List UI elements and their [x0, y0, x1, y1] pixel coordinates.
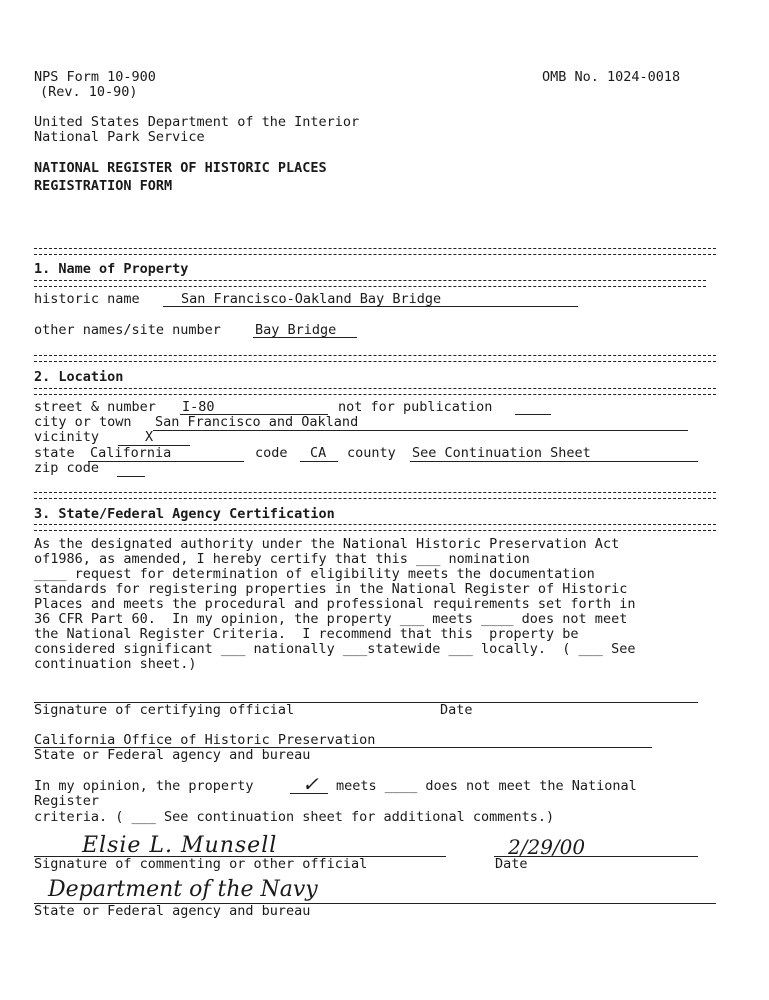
- section3-heading: 3. State/Federal Agency Certification: [34, 506, 335, 522]
- certifying-signature-label: Signature of certifying official: [34, 702, 295, 718]
- commenting-signature: Elsie L. Munsell: [82, 833, 278, 858]
- street-label: street & number: [34, 399, 156, 415]
- form-number: NPS Form 10-900: [34, 69, 156, 85]
- checkmark-icon: ✓: [302, 772, 319, 796]
- certification-text: ____ request for determination of eligibility meets the documentation: [34, 566, 595, 582]
- certification-text: 36 CFR Part 60. In my opinion, the property ___ meets ____ does not meet: [34, 611, 628, 627]
- historic-name-value[interactable]: San Francisco-Oakland Bay Bridge: [181, 291, 442, 307]
- section-divider: [34, 388, 716, 395]
- county-label: county: [347, 445, 396, 461]
- form-revision: (Rev. 10-90): [40, 84, 138, 100]
- certification-text: the National Register Criteria. I recommend that this property be: [34, 626, 579, 642]
- state-line: [88, 461, 244, 462]
- commenting-agency-label: State or Federal agency and bureau: [34, 903, 311, 919]
- certifying-date-label: Date: [440, 702, 473, 718]
- certification-text: standards for registering properties in the National Register of Historic: [34, 581, 628, 597]
- city-line: [153, 430, 688, 431]
- opinion-text: In my opinion, the property: [34, 778, 254, 794]
- code-label: code: [255, 445, 288, 461]
- state-value[interactable]: California: [90, 445, 172, 461]
- certification-text: continuation sheet.): [34, 656, 197, 672]
- certification-text: of1986, as amended, I hereby certify that this ___ nomination: [34, 551, 530, 567]
- section-divider: [34, 355, 716, 362]
- county-line: [410, 461, 698, 462]
- certification-text: considered significant ___ nationally ___statewide ___ locally. ( ___ See: [34, 641, 636, 657]
- certification-text: Places and meets the procedural and professional requirements set forth in: [34, 596, 636, 612]
- zip-label: zip code: [34, 460, 100, 476]
- vicinity-value[interactable]: X: [145, 429, 154, 445]
- section-divider: [34, 492, 716, 499]
- form-title-line2: REGISTRATION FORM: [34, 178, 173, 194]
- commenting-date-value: 2/29/00: [508, 835, 586, 859]
- section-divider: [34, 248, 716, 255]
- form-title-line1: NATIONAL REGISTER OF HISTORIC PLACES: [34, 160, 327, 176]
- street-value[interactable]: I-80: [182, 399, 215, 415]
- omb-number: OMB No. 1024-0018: [542, 69, 681, 85]
- historic-name-label: historic name: [34, 291, 140, 307]
- certification-text: As the designated authority under the National Historic Preservation Act: [34, 536, 620, 552]
- commenting-agency-value: Department of the Navy: [48, 877, 318, 902]
- other-names-label: other names/site number: [34, 322, 221, 338]
- state-label: state: [34, 445, 75, 461]
- opinion-text: Register: [34, 793, 100, 809]
- department-name: United States Department of the Interior: [34, 114, 360, 130]
- section2-heading: 2. Location: [34, 369, 124, 385]
- city-value[interactable]: San Francisco and Oakland: [155, 414, 359, 430]
- opinion-text: meets ____ does not meet the National: [336, 778, 637, 794]
- section-divider: [34, 280, 706, 287]
- not-for-publication-line[interactable]: [515, 414, 551, 415]
- code-line: [300, 461, 338, 462]
- other-names-value[interactable]: Bay Bridge: [255, 322, 337, 338]
- section-divider: [34, 524, 716, 531]
- section1-heading: 1. Name of Property: [34, 261, 189, 277]
- opinion-text: criteria. ( ___ See continuation sheet for additional comments.): [34, 809, 555, 825]
- zip-line[interactable]: [117, 476, 145, 477]
- vicinity-label: vicinity: [34, 429, 100, 445]
- certifying-agency-label: State or Federal agency and bureau: [34, 747, 311, 763]
- not-for-publication-label: not for publication: [338, 399, 493, 415]
- certifying-agency-value[interactable]: California Office of Historic Preservation: [34, 732, 376, 748]
- commenting-date-label: Date: [495, 856, 528, 872]
- service-name: National Park Service: [34, 129, 205, 145]
- commenting-signature-label: Signature of commenting or other official: [34, 856, 368, 872]
- code-value[interactable]: CA: [310, 445, 327, 461]
- county-value[interactable]: See Continuation Sheet: [412, 445, 591, 461]
- city-label: city or town: [34, 414, 132, 430]
